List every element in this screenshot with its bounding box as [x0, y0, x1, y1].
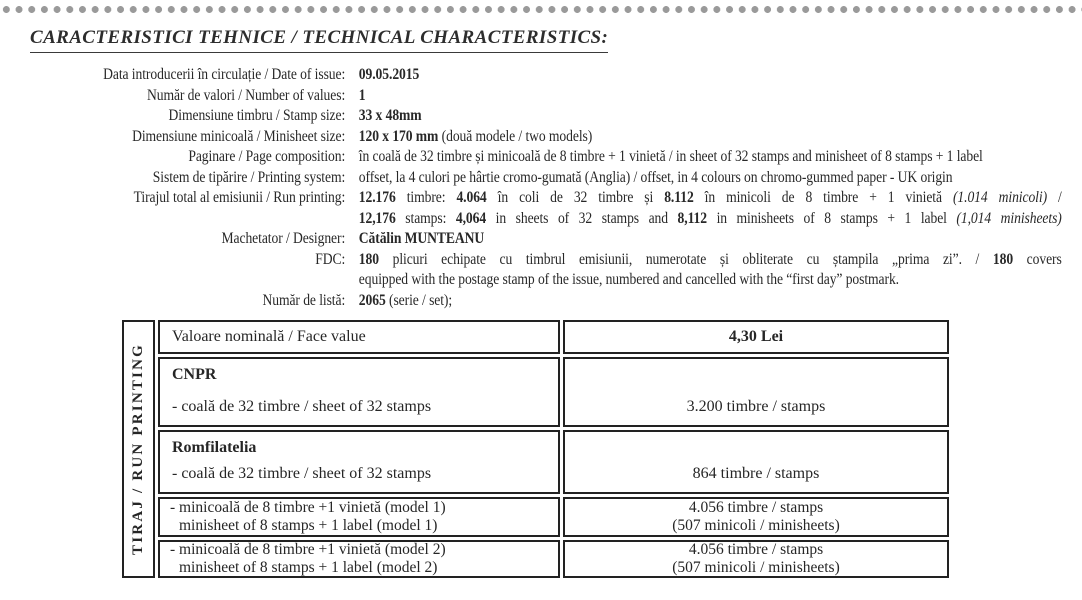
detail-label-page-composition: Paginare / Page composition:	[188, 148, 346, 165]
detail-value-designer	[359, 229, 1062, 250]
value-text: în coală de 32 timbre și minicoală de 8 timbre + 1 vinietă / in sheet of 32 stamps and minisheet of 8 stamps + 1 label	[358, 148, 983, 165]
value-text: 4,064	[455, 209, 487, 227]
detail-value-printing-system	[359, 168, 1062, 189]
detail-value-date-of-issue	[359, 65, 1062, 86]
detail-value-number-of-values	[359, 86, 1062, 107]
value-text: 2065	[358, 291, 386, 309]
table-cell-minisheet-model1-value	[563, 497, 949, 537]
detail-label-list-number: Număr de listă:	[262, 291, 346, 309]
value-text: covers	[1013, 250, 1062, 268]
cell-text: - minicoală de 8 timbre +1 vinietă (model 1)	[170, 499, 446, 516]
technical-details-list	[32, 65, 1062, 311]
value-text: 8,112	[677, 209, 708, 227]
cell-text: 4.056 timbre / stamps	[688, 499, 824, 516]
detail-label-run-printing: Tirajul total al emisiunii / Run printing:	[133, 189, 346, 206]
value-text: stamps:	[395, 209, 456, 227]
fdc-line-2	[359, 270, 1062, 291]
table-cell-minisheet-model2-value	[563, 540, 949, 578]
table-cell-romfilatelia	[158, 430, 560, 494]
value-text: 1	[358, 86, 366, 104]
value-text: 12,176	[358, 209, 396, 227]
detail-value-minisheet-size	[359, 127, 1062, 148]
cell-text: 864 timbre / stamps	[692, 465, 820, 482]
value-text: Cătălin MUNTEANU	[358, 230, 485, 247]
value-text: în coli de 32 timbre și	[486, 189, 665, 206]
value-text: in minisheets of 8 stamps + 1 label	[707, 209, 957, 227]
detail-value-list-number	[359, 291, 1062, 312]
value-text: (serie / set);	[385, 291, 453, 309]
detail-value-page-composition	[359, 147, 1062, 168]
value-text: (două modele / two models)	[438, 127, 593, 145]
cell-text: - coală de 32 timbre / sheet of 32 stamps	[172, 398, 432, 415]
value-text: în minicoli de 8 timbre + 1 vinietă	[693, 189, 953, 206]
cell-text: (507 minicoli / minisheets)	[672, 517, 840, 534]
detail-label-printing-system: Sistem de tipărire / Printing system:	[152, 168, 346, 186]
cell-heading: Romfilatelia	[172, 439, 257, 456]
detail-value-stamp-size	[359, 106, 1062, 127]
table-cell-cnpr	[158, 357, 560, 427]
page-title: CARACTERISTICI TEHNICE / TECHNICAL CHARACTERISTICS:	[30, 27, 608, 53]
cell-text: 4,30 Lei	[728, 328, 784, 345]
cell-text: minisheet of 8 stamps + 1 label (model 1)	[179, 517, 438, 534]
cell-text: (507 minicoli / minisheets)	[672, 559, 840, 576]
detail-label-designer: Machetator / Designer:	[221, 230, 346, 247]
value-text: /	[1047, 189, 1062, 206]
table-cell-minisheet-model2	[158, 540, 560, 578]
value-text: 180	[992, 250, 1014, 268]
value-text: 4.064	[456, 189, 487, 206]
value-text: 33 x 48mm	[358, 107, 422, 124]
detail-value-run-printing	[359, 188, 1062, 229]
value-text: offset, la 4 culori pe hârtie cromo-gumată (Anglia) / offset, in 4 colours on chromo-gummed paper - UK origin	[358, 168, 953, 186]
table-cell-face-value	[563, 320, 949, 354]
table-side-header-cell	[122, 320, 155, 578]
detail-label-date-of-issue: Data introducerii în circulație / Date of issue:	[103, 66, 346, 83]
detail-label-number-of-values: Număr de valori / Number of values:	[146, 86, 346, 104]
table-cell-romfilatelia-value	[563, 430, 949, 494]
value-text: 120 x 170 mm	[358, 127, 439, 145]
value-text: timbre:	[395, 189, 457, 206]
detail-label-fdc: FDC:	[315, 250, 346, 268]
cell-text: - coală de 32 timbre / sheet of 32 stamps	[172, 465, 432, 482]
cell-heading: CNPR	[172, 366, 217, 383]
value-text: equipped with the postage stamp of the issue, numbered and cancelled with the “first day” postmark.	[358, 271, 900, 288]
run-printing-line-ro	[359, 188, 1062, 209]
value-text: in sheets of 32 stamps and	[486, 209, 678, 227]
value-text: plicuri echipate cu timbrul emisiunii, numerotate și obliterate cu ștampila „prima zi”. /	[378, 250, 993, 268]
detail-label-minisheet-size: Dimensiune minicoală / Minisheet size:	[132, 127, 346, 145]
value-text: (1,014 minisheets)	[956, 209, 1062, 227]
table-cell-face-value-label	[158, 320, 560, 354]
cell-text: minisheet of 8 stamps + 1 label (model 2)	[179, 559, 438, 576]
detail-value-fdc	[359, 250, 1062, 291]
run-printing-table	[122, 320, 949, 578]
cell-text: - minicoală de 8 timbre +1 vinietă (model 2)	[170, 541, 446, 558]
fdc-line-1	[359, 250, 1062, 271]
run-printing-line-en	[359, 209, 1062, 230]
table-cell-cnpr-value	[563, 357, 949, 427]
value-text: 12.176	[358, 189, 396, 206]
table-side-header-label: TIRAJ / RUN PRINTING	[130, 343, 146, 555]
value-text: 09.05.2015	[358, 66, 420, 83]
table-cell-minisheet-model1	[158, 497, 560, 537]
cell-text: 4.056 timbre / stamps	[688, 541, 824, 558]
value-text: 180	[358, 250, 379, 268]
value-text: 8.112	[664, 189, 694, 206]
cell-text: 3.200 timbre / stamps	[686, 398, 826, 415]
title-block	[30, 27, 1082, 53]
detail-label-stamp-size: Dimensiune timbru / Stamp size:	[168, 107, 346, 124]
value-text: (1.014 minicoli)	[952, 189, 1048, 206]
dotted-separator	[0, 5, 1082, 14]
cell-text: Valoare nominală / Face value	[172, 328, 366, 345]
